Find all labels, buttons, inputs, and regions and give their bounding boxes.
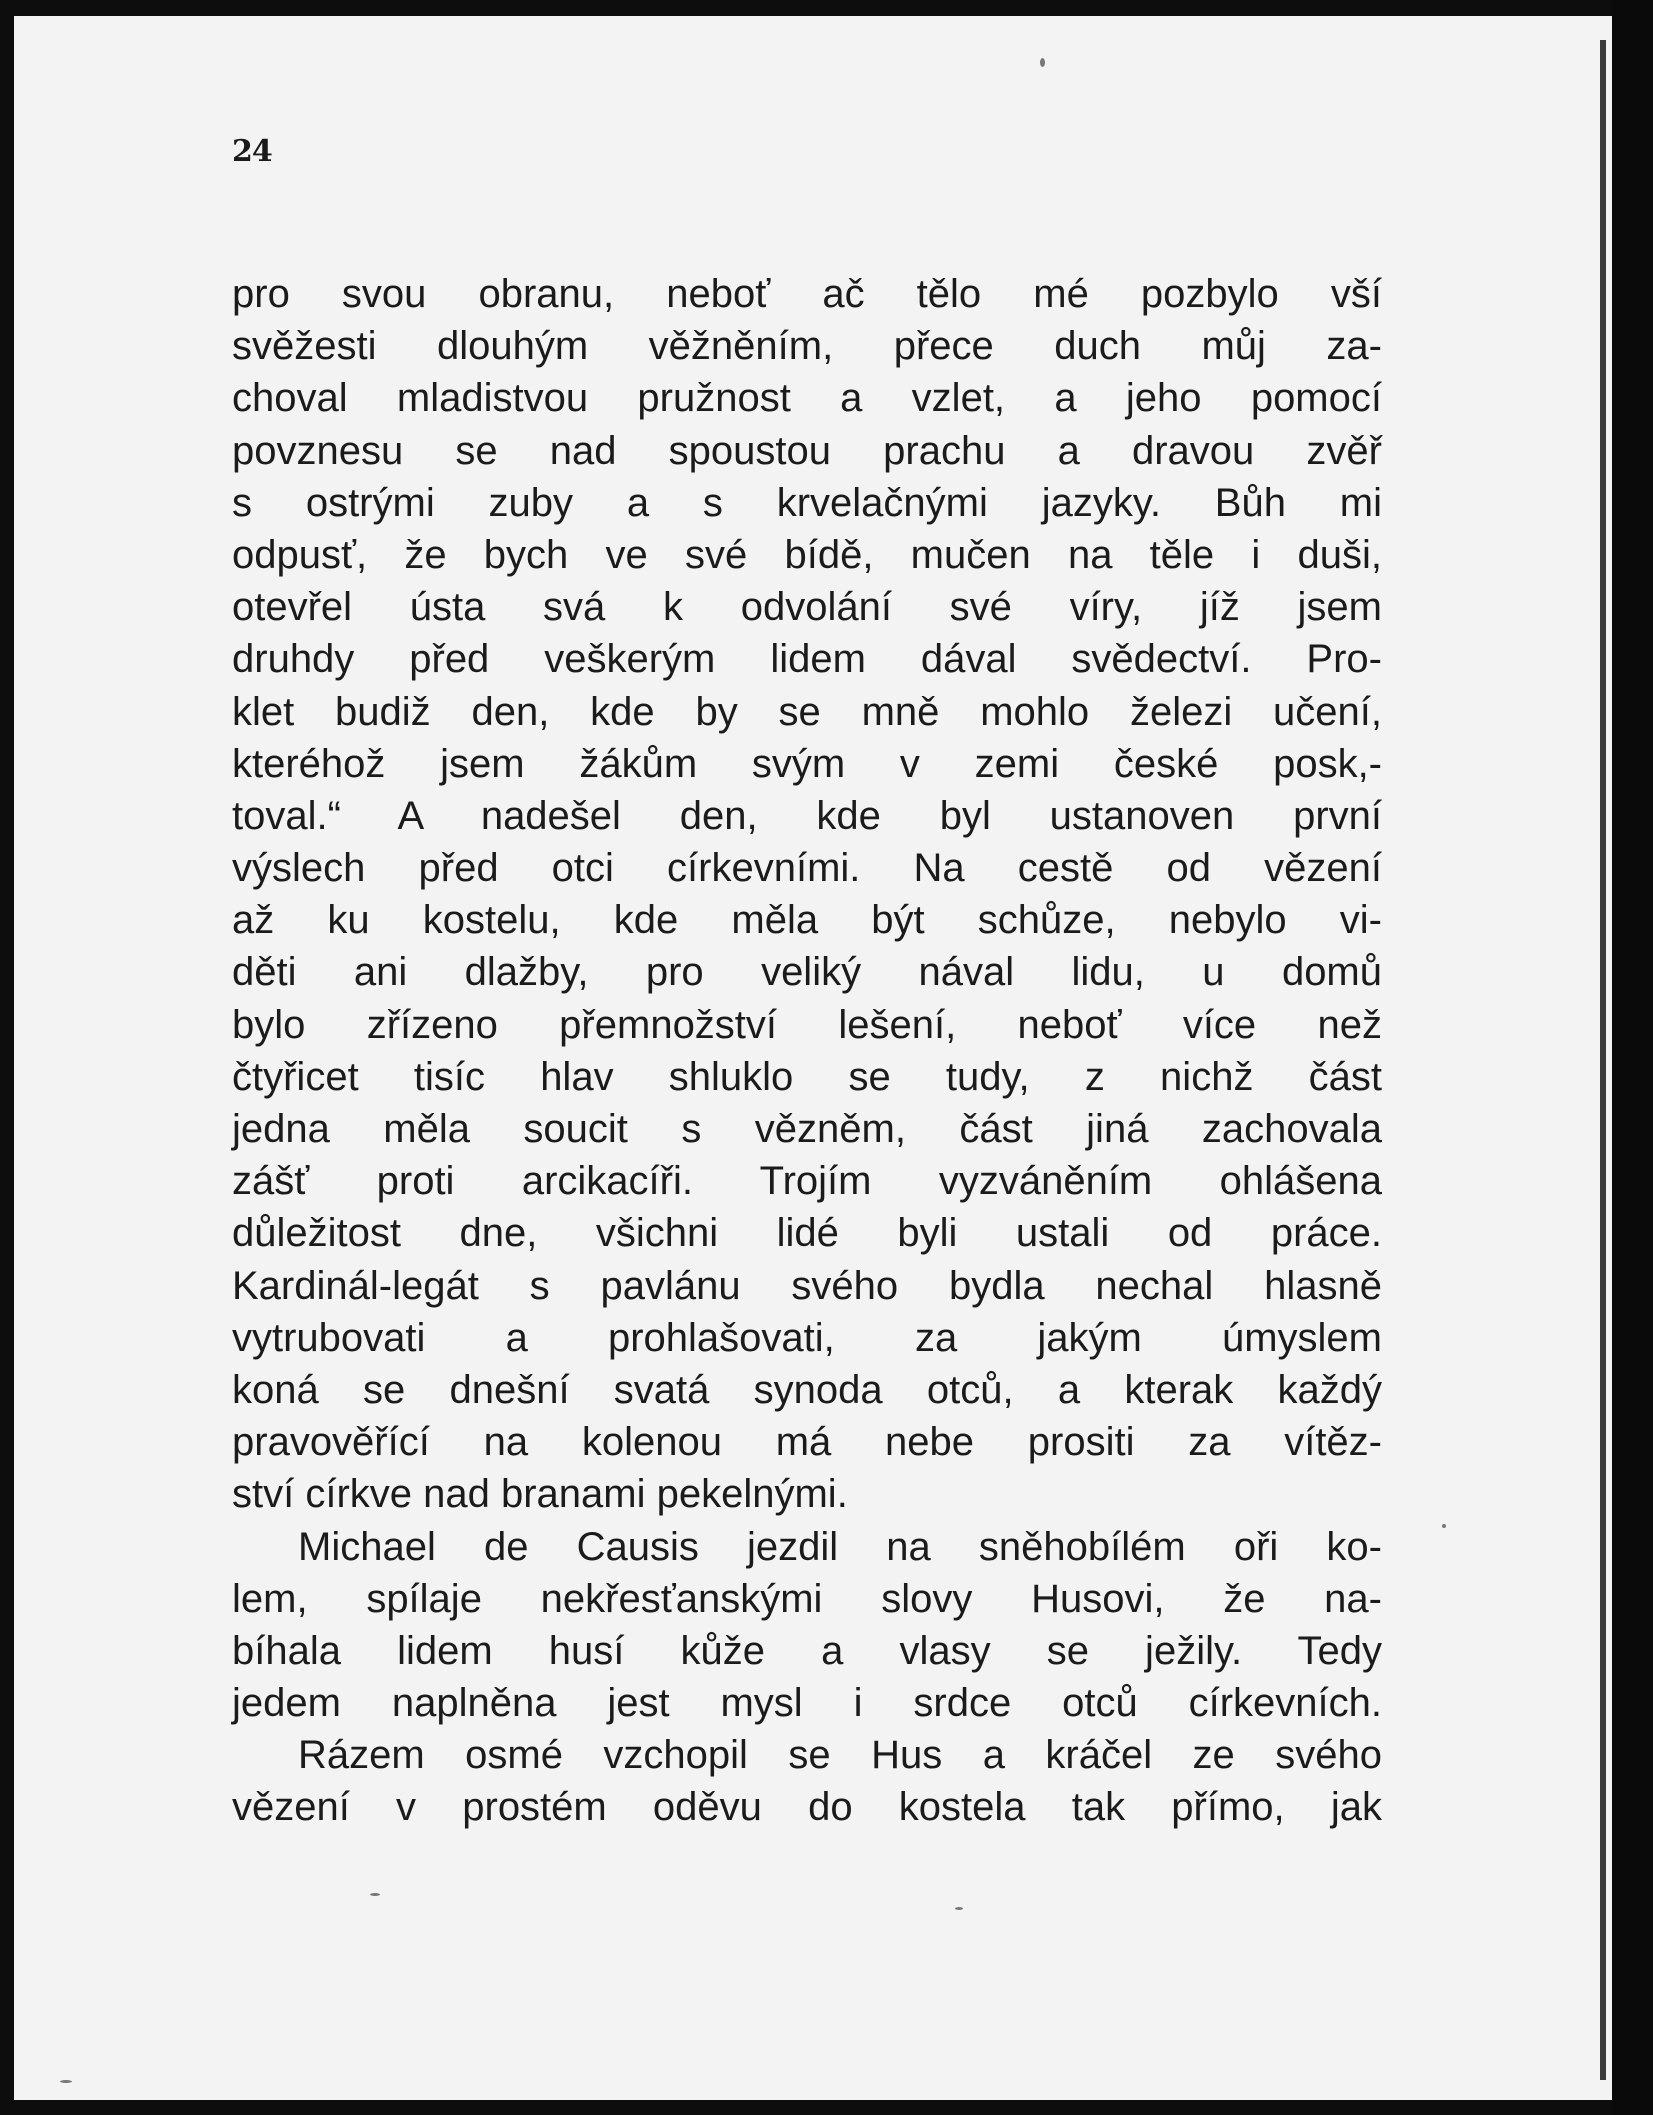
text-line: odpusť, že bych ve své bídě, mučen na těle i duši,	[232, 532, 1382, 577]
text-line: vězení v prostém oděvu do kostela tak přímo, jak	[232, 1785, 1382, 1830]
text-line: pro svou obranu, neboť ač tělo mé pozbylo vší	[232, 272, 1382, 316]
text-line: Michael de Causis jezdil na sněhobílém oři ko-	[298, 1524, 1382, 1569]
text-line: až ku kostelu, kde měla být schůze, nebylo vi-	[232, 898, 1382, 943]
scan-border	[1612, 0, 1653, 2115]
text-line: Rázem osmé vzchopil se Hus a kráčel ze svého	[298, 1733, 1382, 1778]
text-line: druhdy před veškerým lidem dával svědectví. Pro-	[232, 637, 1382, 682]
text-line: bíhala lidem husí kůže a vlasy se ježily. Tedy	[232, 1628, 1382, 1673]
text-line: vytrubovati a prohlašovati, za jakým úmyslem	[232, 1315, 1382, 1360]
text-line: povznesu se nad spoustou prachu a dravou zvěř	[232, 428, 1382, 473]
text-line: čtyřicet tisíc hlav shluklo se tudy, z nichž část	[232, 1054, 1382, 1099]
text-line: důležitost dne, všichni lidé byli ustali od práce.	[232, 1211, 1382, 1256]
text-line: Kardinál-legát s pavlánu svého bydla nechal hlasně	[232, 1263, 1382, 1308]
text-line: děti ani dlažby, pro veliký nával lidu, u domů	[232, 950, 1382, 995]
text-line: zášť proti arcikacíři. Trojím vyzváněním ohlášena	[232, 1159, 1382, 1204]
text-line: ství církve nad branami pekelnými.	[232, 1472, 848, 1517]
scan-speck	[1442, 1524, 1446, 1528]
text-line: otevřel ústa svá k odvolání své víry, jíž jsem	[232, 585, 1382, 630]
text-line: kteréhož jsem žákům svým v zemi české posk,-	[232, 741, 1382, 786]
text-line: klet budiž den, kde by se mně mohlo železi učení,	[232, 689, 1382, 734]
text-line: bylo zřízeno přemnožství lešení, neboť více než	[232, 1002, 1382, 1047]
scan-speck	[60, 2080, 72, 2083]
text-line: výslech před otci církevními. Na cestě od vězení	[232, 846, 1382, 891]
text-line: lem, spílaje nekřesťanskými slovy Husovi, že na-	[232, 1576, 1382, 1621]
page-number: 24	[232, 134, 272, 169]
text-line: s ostrými zuby a s krvelačnými jazyky. Bůh mi	[232, 480, 1382, 525]
text-line: jedem naplněna jest mysl i srdce otců církevních.	[232, 1681, 1382, 1726]
text-line: toval.“ A nadešel den, kde byl ustanoven první	[232, 793, 1382, 838]
text-line: choval mladistvou pružnost a vzlet, a jeho pomocí	[232, 376, 1382, 421]
text-line: svěžesti dlouhým věžněním, přece duch můj za-	[232, 324, 1382, 369]
scan-speck	[370, 1893, 380, 1896]
text-line: jedna měla soucit s vězněm, část jiná zachovala	[232, 1107, 1382, 1151]
text-line: koná se dnešní svatá synoda otců, a kterak každý	[232, 1367, 1382, 1412]
body-text	[232, 268, 1382, 1834]
text-line: pravověřící na kolenou má nebe prositi za vítěz-	[232, 1420, 1382, 1465]
scan-speck	[955, 1907, 963, 1910]
binding-shadow	[1600, 40, 1606, 2080]
scan-speck	[1040, 58, 1045, 67]
